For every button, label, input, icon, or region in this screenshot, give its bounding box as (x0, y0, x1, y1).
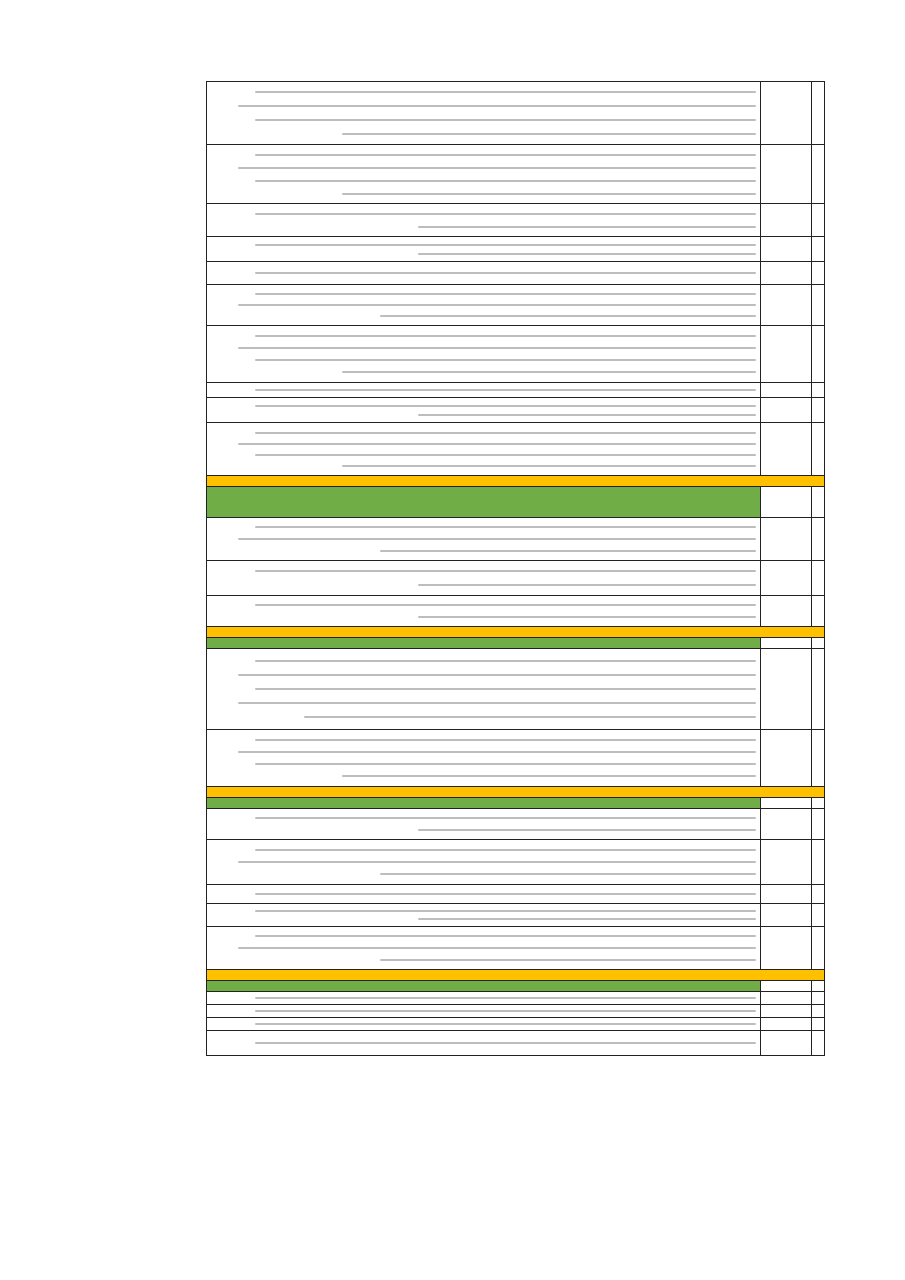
time-cell (761, 398, 812, 423)
text-line-placeholder (342, 371, 756, 373)
row-number-cell (812, 649, 825, 730)
text-line-placeholder (238, 861, 756, 863)
section-title-row (207, 627, 825, 638)
outage-schedule-table (206, 81, 825, 1056)
time-cell (761, 285, 812, 326)
address-text-lines (211, 1042, 756, 1044)
address-text-lines (211, 432, 756, 467)
text-line-placeholder (255, 1023, 756, 1025)
text-line-placeholder (255, 405, 756, 407)
section-title (207, 476, 825, 487)
text-line-placeholder (255, 570, 756, 572)
text-line-placeholder (255, 739, 756, 741)
address-text-lines (211, 1010, 756, 1012)
address-text-lines (211, 154, 756, 195)
section-title (207, 787, 825, 798)
table-row (207, 262, 825, 285)
text-line-placeholder (418, 584, 756, 586)
table-row (207, 809, 825, 840)
table-row (207, 992, 825, 1005)
text-line-placeholder (380, 315, 756, 317)
text-line-placeholder (342, 193, 756, 195)
row-number-cell (812, 383, 825, 398)
text-line-placeholder (342, 133, 756, 135)
text-line-placeholder (380, 959, 756, 961)
text-line-placeholder (255, 213, 756, 215)
row-number-cell (812, 596, 825, 627)
text-line-placeholder (255, 893, 756, 895)
table-row (207, 204, 825, 237)
text-line-placeholder (418, 253, 756, 255)
table-row (207, 1005, 825, 1018)
header-time (761, 981, 812, 992)
row-number-cell (812, 730, 825, 787)
text-line-placeholder (238, 538, 756, 540)
table-row (207, 885, 825, 904)
time-cell (761, 927, 812, 970)
address-text-lines (211, 389, 756, 391)
time-cell (761, 383, 812, 398)
header-address (207, 487, 761, 518)
address-cell (207, 904, 761, 927)
header-time (761, 798, 812, 809)
table-row (207, 518, 825, 561)
text-line-placeholder (238, 105, 756, 107)
text-line-placeholder (255, 1042, 756, 1044)
time-cell (761, 809, 812, 840)
text-line-placeholder (255, 335, 756, 337)
address-cell (207, 992, 761, 1005)
address-text-lines (211, 272, 756, 274)
header-time (761, 487, 812, 518)
header-row-number (812, 638, 825, 649)
address-cell (207, 649, 761, 730)
address-text-lines (211, 893, 756, 895)
header-time (761, 638, 812, 649)
table-row (207, 423, 825, 476)
table-row (207, 596, 825, 627)
address-cell (207, 596, 761, 627)
time-cell (761, 730, 812, 787)
address-text-lines (211, 817, 756, 831)
address-cell (207, 518, 761, 561)
text-line-placeholder (255, 688, 756, 690)
time-cell (761, 904, 812, 927)
text-line-placeholder (380, 873, 756, 875)
text-line-placeholder (342, 775, 756, 777)
header-address (207, 981, 761, 992)
row-number-cell (812, 927, 825, 970)
row-number-cell (812, 145, 825, 204)
row-number-cell (812, 809, 825, 840)
text-line-placeholder (418, 616, 756, 618)
text-line-placeholder (255, 293, 756, 295)
row-number-cell (812, 423, 825, 476)
address-cell (207, 82, 761, 145)
row-number-cell (812, 904, 825, 927)
row-number-cell (812, 561, 825, 596)
section-header-row (207, 981, 825, 992)
time-cell (761, 1031, 812, 1056)
text-line-placeholder (304, 716, 756, 718)
row-number-cell (812, 885, 825, 904)
address-cell (207, 383, 761, 398)
text-line-placeholder (238, 167, 756, 169)
text-line-placeholder (255, 91, 756, 93)
table-row (207, 145, 825, 204)
section-header-row (207, 638, 825, 649)
address-text-lines (211, 604, 756, 618)
address-text-lines (211, 910, 756, 920)
address-text-lines (211, 405, 756, 416)
text-line-placeholder (238, 347, 756, 349)
address-cell (207, 204, 761, 237)
time-cell (761, 1005, 812, 1018)
text-line-placeholder (238, 751, 756, 753)
address-cell (207, 809, 761, 840)
text-line-placeholder (418, 918, 756, 920)
time-cell (761, 1018, 812, 1031)
text-line-placeholder (255, 526, 756, 528)
text-line-placeholder (418, 226, 756, 228)
time-cell (761, 992, 812, 1005)
text-line-placeholder (255, 180, 756, 182)
text-line-placeholder (238, 304, 756, 306)
time-cell (761, 326, 812, 383)
address-cell (207, 561, 761, 596)
address-cell (207, 398, 761, 423)
time-cell (761, 423, 812, 476)
text-line-placeholder (255, 359, 756, 361)
time-cell (761, 840, 812, 885)
address-text-lines (211, 935, 756, 961)
table-row (207, 649, 825, 730)
text-line-placeholder (238, 674, 756, 676)
address-cell (207, 423, 761, 476)
text-line-placeholder (342, 465, 756, 467)
time-cell (761, 885, 812, 904)
address-text-lines (211, 213, 756, 228)
address-text-lines (211, 293, 756, 317)
section-title-row (207, 476, 825, 487)
text-line-placeholder (255, 389, 756, 391)
header-row-number (812, 798, 825, 809)
address-cell (207, 1031, 761, 1056)
time-cell (761, 561, 812, 596)
row-number-cell (812, 1031, 825, 1056)
row-number-cell (812, 237, 825, 262)
row-number-cell (812, 82, 825, 145)
table-row (207, 285, 825, 326)
header-address (207, 798, 761, 809)
time-cell (761, 596, 812, 627)
time-cell (761, 145, 812, 204)
section-title (207, 970, 825, 981)
address-cell (207, 840, 761, 885)
address-cell (207, 285, 761, 326)
text-line-placeholder (380, 550, 756, 552)
text-line-placeholder (255, 997, 756, 999)
address-cell (207, 1005, 761, 1018)
text-line-placeholder (418, 414, 756, 416)
table-row (207, 326, 825, 383)
address-cell (207, 262, 761, 285)
text-line-placeholder (255, 910, 756, 912)
text-line-placeholder (255, 935, 756, 937)
address-cell (207, 927, 761, 970)
table-row (207, 840, 825, 885)
table-row (207, 383, 825, 398)
row-number-cell (812, 326, 825, 383)
text-line-placeholder (255, 454, 756, 456)
row-number-cell (812, 1018, 825, 1031)
address-text-lines (211, 570, 756, 586)
section-title (207, 627, 825, 638)
outage-schedule-sheet (206, 81, 825, 1056)
time-cell (761, 82, 812, 145)
text-line-placeholder (255, 154, 756, 156)
table-row (207, 398, 825, 423)
address-text-lines (211, 660, 756, 718)
section-header-row (207, 487, 825, 518)
time-cell (761, 204, 812, 237)
address-text-lines (211, 739, 756, 777)
row-number-cell (812, 1005, 825, 1018)
text-line-placeholder (418, 829, 756, 831)
address-cell (207, 145, 761, 204)
table-row (207, 82, 825, 145)
address-text-lines (211, 335, 756, 373)
section-title-row (207, 970, 825, 981)
time-cell (761, 649, 812, 730)
text-line-placeholder (238, 702, 756, 704)
section-title-row (207, 787, 825, 798)
text-line-placeholder (238, 443, 756, 445)
section-header-row (207, 798, 825, 809)
row-number-cell (812, 518, 825, 561)
row-number-cell (812, 262, 825, 285)
address-text-lines (211, 91, 756, 135)
row-number-cell (812, 285, 825, 326)
text-line-placeholder (255, 244, 756, 246)
table-row (207, 1018, 825, 1031)
address-cell (207, 1018, 761, 1031)
address-text-lines (211, 526, 756, 552)
address-text-lines (211, 849, 756, 875)
text-line-placeholder (255, 1010, 756, 1012)
table-row (207, 237, 825, 262)
text-line-placeholder (255, 119, 756, 121)
row-number-cell (812, 398, 825, 423)
text-line-placeholder (255, 763, 756, 765)
time-cell (761, 518, 812, 561)
address-cell (207, 237, 761, 262)
time-cell (761, 262, 812, 285)
table-row (207, 927, 825, 970)
address-text-lines (211, 244, 756, 255)
text-line-placeholder (238, 947, 756, 949)
address-cell (207, 885, 761, 904)
text-line-placeholder (255, 660, 756, 662)
address-text-lines (211, 1023, 756, 1025)
text-line-placeholder (255, 849, 756, 851)
header-address (207, 638, 761, 649)
header-row-number (812, 981, 825, 992)
header-row-number (812, 487, 825, 518)
row-number-cell (812, 840, 825, 885)
text-line-placeholder (255, 604, 756, 606)
address-cell (207, 730, 761, 787)
table-row (207, 561, 825, 596)
time-cell (761, 237, 812, 262)
text-line-placeholder (255, 817, 756, 819)
text-line-placeholder (255, 272, 756, 274)
address-cell (207, 326, 761, 383)
table-row (207, 904, 825, 927)
table-row (207, 1031, 825, 1056)
row-number-cell (812, 992, 825, 1005)
text-line-placeholder (255, 432, 756, 434)
table-row (207, 730, 825, 787)
address-text-lines (211, 997, 756, 999)
row-number-cell (812, 204, 825, 237)
